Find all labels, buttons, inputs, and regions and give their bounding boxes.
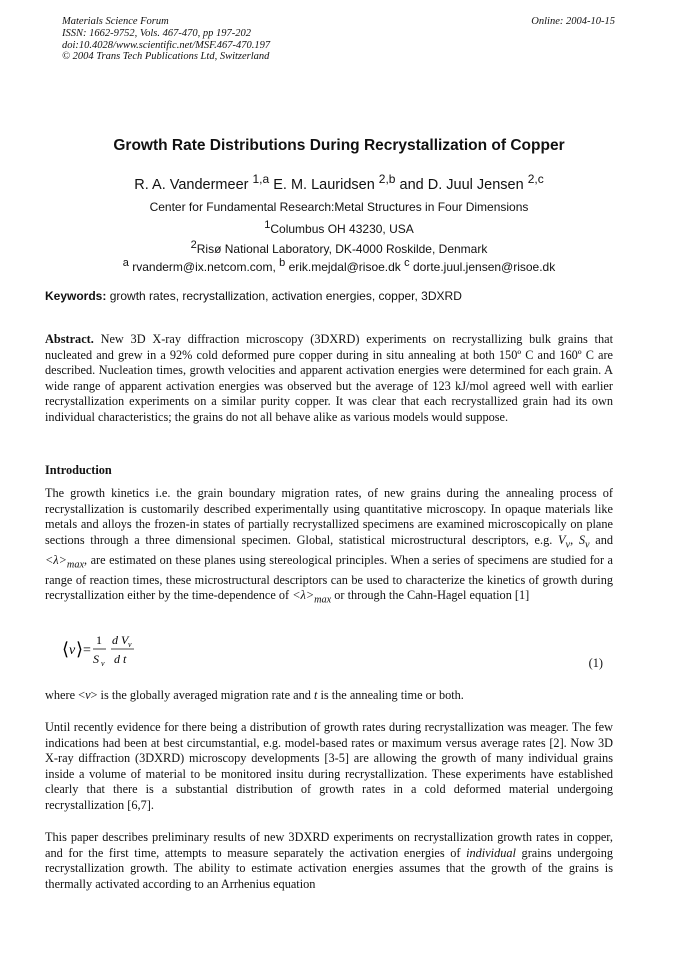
journal-doi: doi:10.4028/www.scientific.net/MSF.467-470.197 xyxy=(62,39,271,51)
email-b: erik.mejdal@risoe.dk xyxy=(285,260,405,274)
author-2-affil: 2,b xyxy=(378,172,396,186)
paper-title: Growth Rate Distributions During Recrystallization of Copper xyxy=(113,137,565,154)
email-a-mark: a xyxy=(122,257,129,269)
author-list xyxy=(0,172,678,193)
equation-graphic xyxy=(60,630,200,674)
intro-p3-emphasis: individual xyxy=(466,845,516,860)
affiliation-1-mark: 1 xyxy=(264,219,271,231)
author-1: R. A. Vandermeer xyxy=(134,177,253,193)
eq-dV-sub: v xyxy=(128,640,132,649)
email-a: rvanderm@ix.netcom.com, xyxy=(128,260,280,274)
journal-issn: ISSN: 1662-9752, Vols. 467-470, pp 197-202 xyxy=(62,27,251,39)
eq-S: S xyxy=(93,652,99,666)
keywords-label: Keywords: xyxy=(45,289,107,303)
where-t: t xyxy=(313,688,318,702)
var-V: V xyxy=(557,532,566,547)
intro-p1-text-c: or through the Cahn-Hagel equation [1] xyxy=(331,588,530,603)
author-3: and D. Juul Jensen xyxy=(395,177,528,193)
var-S: S xyxy=(578,532,585,547)
angle-right: ⟩ xyxy=(76,639,84,659)
intro-p1-text-b: , are estimated on these planes using stereological principles. When a series of specimens are studied for a range of reaction times, these microstructural descriptors can be used to characterize the kinetics of growth during recrystallization either by the time-dependence of xyxy=(45,552,613,603)
cahn-hagel-equation xyxy=(60,630,613,674)
var-V-sub: v xyxy=(565,539,571,551)
eq-v: v xyxy=(69,643,76,658)
where-text-c: is the annealing time or both. xyxy=(317,688,464,702)
eq-dt: d t xyxy=(114,652,127,666)
eq-dV: d V xyxy=(112,633,129,647)
angle-left: ⟨ xyxy=(62,639,70,659)
intro-p1-text-a: The growth kinetics i.e. the grain boundary migration rates, of new grains during the annealing process of recrystallization is customarily described experimentally using quantitative microscopy. In opaque materials like metals and alloys the frozen-in states of partially recrystallized specimens are examined microscopically on plane sections through a three dimensional specimen. Global, statistical microstructural descriptors, e.g. xyxy=(45,486,613,547)
intro-paragraph-1 xyxy=(45,486,613,609)
where-text-a: where < xyxy=(45,688,86,702)
intro-p3-text-a: This paper describes preliminary results of new 3DXRD experiments on recrystallization growth rates in copper, and for the first time, attempts to measure separately the activation energies of xyxy=(45,830,613,860)
online-date: Online: 2004-10-15 xyxy=(531,16,615,27)
abstract-label: Abstract. xyxy=(45,332,94,346)
email-c-mark: c xyxy=(404,257,410,269)
keywords xyxy=(45,289,462,303)
intro-p3-text-b: grains undergoing recrystallization growth. The ability to estimate activation energies assumes that the growth of the grains is thermally activated according to an Arrhenius equation xyxy=(45,845,613,891)
journal-copyright: © 2004 Trans Tech Publications Ltd, Switzerland xyxy=(62,51,270,63)
eq-equals: = xyxy=(83,643,91,658)
where-v: v xyxy=(85,688,91,702)
and-word: and xyxy=(589,532,613,547)
affiliation-1 xyxy=(0,219,678,236)
affiliation-center: Center for Fundamental Research:Metal Structures in Four Dimensions xyxy=(149,200,529,214)
author-2: E. M. Lauridsen xyxy=(269,177,379,193)
email-c: dorte.juul.jensen@risoe.dk xyxy=(409,260,556,274)
author-3-affil: 2,c xyxy=(527,172,544,186)
lambda-max-2: <λ> xyxy=(292,588,315,603)
author-1-affil: 1,a xyxy=(252,172,270,186)
eq-S-sub: v xyxy=(101,659,105,668)
intro-where-line xyxy=(45,688,613,704)
lambda-max-2-sub: max xyxy=(314,594,332,606)
affiliation-2 xyxy=(0,239,678,256)
affiliation-1-text: Columbus OH 43230, USA xyxy=(270,222,414,236)
introduction-heading: Introduction xyxy=(45,463,112,477)
affiliation-2-mark: 2 xyxy=(190,239,197,251)
lambda-max-1: <λ> xyxy=(45,552,67,567)
var-S-sub: v xyxy=(584,539,590,551)
where-text-b: > is the globally averaged migration rate and xyxy=(90,688,314,702)
equation-number: (1) xyxy=(588,656,603,670)
journal-name: Materials Science Forum xyxy=(62,16,169,27)
intro-paragraph-3 xyxy=(45,830,613,892)
eq-one: 1 xyxy=(96,633,102,647)
comma: , xyxy=(570,532,579,547)
abstract-text: New 3D X-ray diffraction microscopy (3DXRD) experiments on recrystallizing bulk grains that nucleated and grew in a 92% cold deformed pure copper during in situ annealing at both 150º C and 160º C are described. Nucleation times, growth velocities and apparent activation energies were determined for each grain. A wide range of apparent activation energies was observed but the average of 123 kJ/mol agreed well with earlier recrystallization experiments on a similar purity copper. It was clear that each recrystallized grain had its own individual characteristics; the grains do not all behave alike as various models would suppose. xyxy=(45,332,613,424)
lambda-max-1-sub: max xyxy=(66,559,84,571)
intro-paragraph-2: Until recently evidence for there being a distribution of growth rates during recrystallization was meager. The few indications had been at best circumstantial, e.g. model-based rates or maximum versus average rates [2]. Now 3D X-ray diffraction (3DXRD) microscopy developments [3-5] are allowing the growth of many individual grains inside a volume of material to be monitored insitu during recrystallization. These experiments have established clearly that there is a substantial distribution of growth rates in a cold deformed material undergoing recrystallization [6,7]. xyxy=(45,720,613,812)
abstract xyxy=(45,332,613,426)
affiliation-2-text: Risø National Laboratory, DK-4000 Roskilde, Denmark xyxy=(196,242,488,256)
email-line xyxy=(0,257,678,274)
keywords-text: growth rates, recrystallization, activation energies, copper, 3DXRD xyxy=(106,289,462,303)
email-b-mark: b xyxy=(279,257,286,269)
journal-header xyxy=(62,16,615,63)
